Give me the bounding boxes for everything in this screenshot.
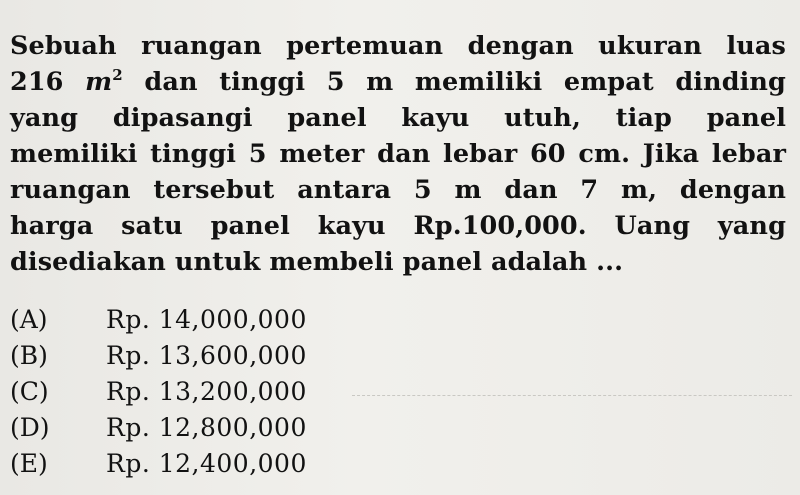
option-e-letter: (E) bbox=[10, 449, 48, 478]
area-value: 216 bbox=[10, 67, 64, 97]
option-e[interactable] bbox=[10, 446, 610, 482]
option-d-letter: (D) bbox=[10, 413, 50, 442]
question-line-3: yang dipasangi panel kayu utuh, tiap panel bbox=[10, 103, 786, 133]
option-c-value: Rp. 13,200,000 bbox=[106, 377, 307, 406]
question-line-2-text: dan tinggi 5 m memiliki empat dinding bbox=[144, 67, 786, 97]
question-line-7: disediakan untuk membeli panel adalah ... bbox=[10, 247, 624, 277]
answer-options bbox=[10, 302, 610, 482]
option-a-value: Rp. 14,000,000 bbox=[106, 305, 307, 334]
option-c-letter: (C) bbox=[10, 377, 49, 406]
option-d-value: Rp. 12,800,000 bbox=[106, 413, 307, 442]
option-b-value: Rp. 13,600,000 bbox=[106, 341, 307, 370]
area-unit: m bbox=[85, 67, 113, 97]
question-line-5: ruangan tersebut antara 5 m dan 7 m, dengan bbox=[10, 175, 786, 205]
option-d[interactable] bbox=[10, 410, 610, 446]
option-a[interactable] bbox=[10, 302, 610, 338]
option-c[interactable] bbox=[10, 374, 610, 410]
question-line-4: memiliki tinggi 5 meter dan lebar 60 cm. Jika lebar bbox=[10, 139, 786, 169]
area-exponent: 2 bbox=[112, 66, 123, 84]
question-text bbox=[10, 28, 786, 280]
option-a-letter: (A) bbox=[10, 305, 48, 334]
option-b[interactable] bbox=[10, 338, 610, 374]
question-line-6: harga satu panel kayu Rp.100,000. Uang yang bbox=[10, 211, 786, 241]
question-line-1: Sebuah ruangan pertemuan dengan ukuran luas bbox=[10, 31, 786, 61]
option-e-value: Rp. 12,400,000 bbox=[106, 449, 307, 478]
question-line-2 bbox=[10, 64, 786, 100]
option-b-letter: (B) bbox=[10, 341, 48, 370]
